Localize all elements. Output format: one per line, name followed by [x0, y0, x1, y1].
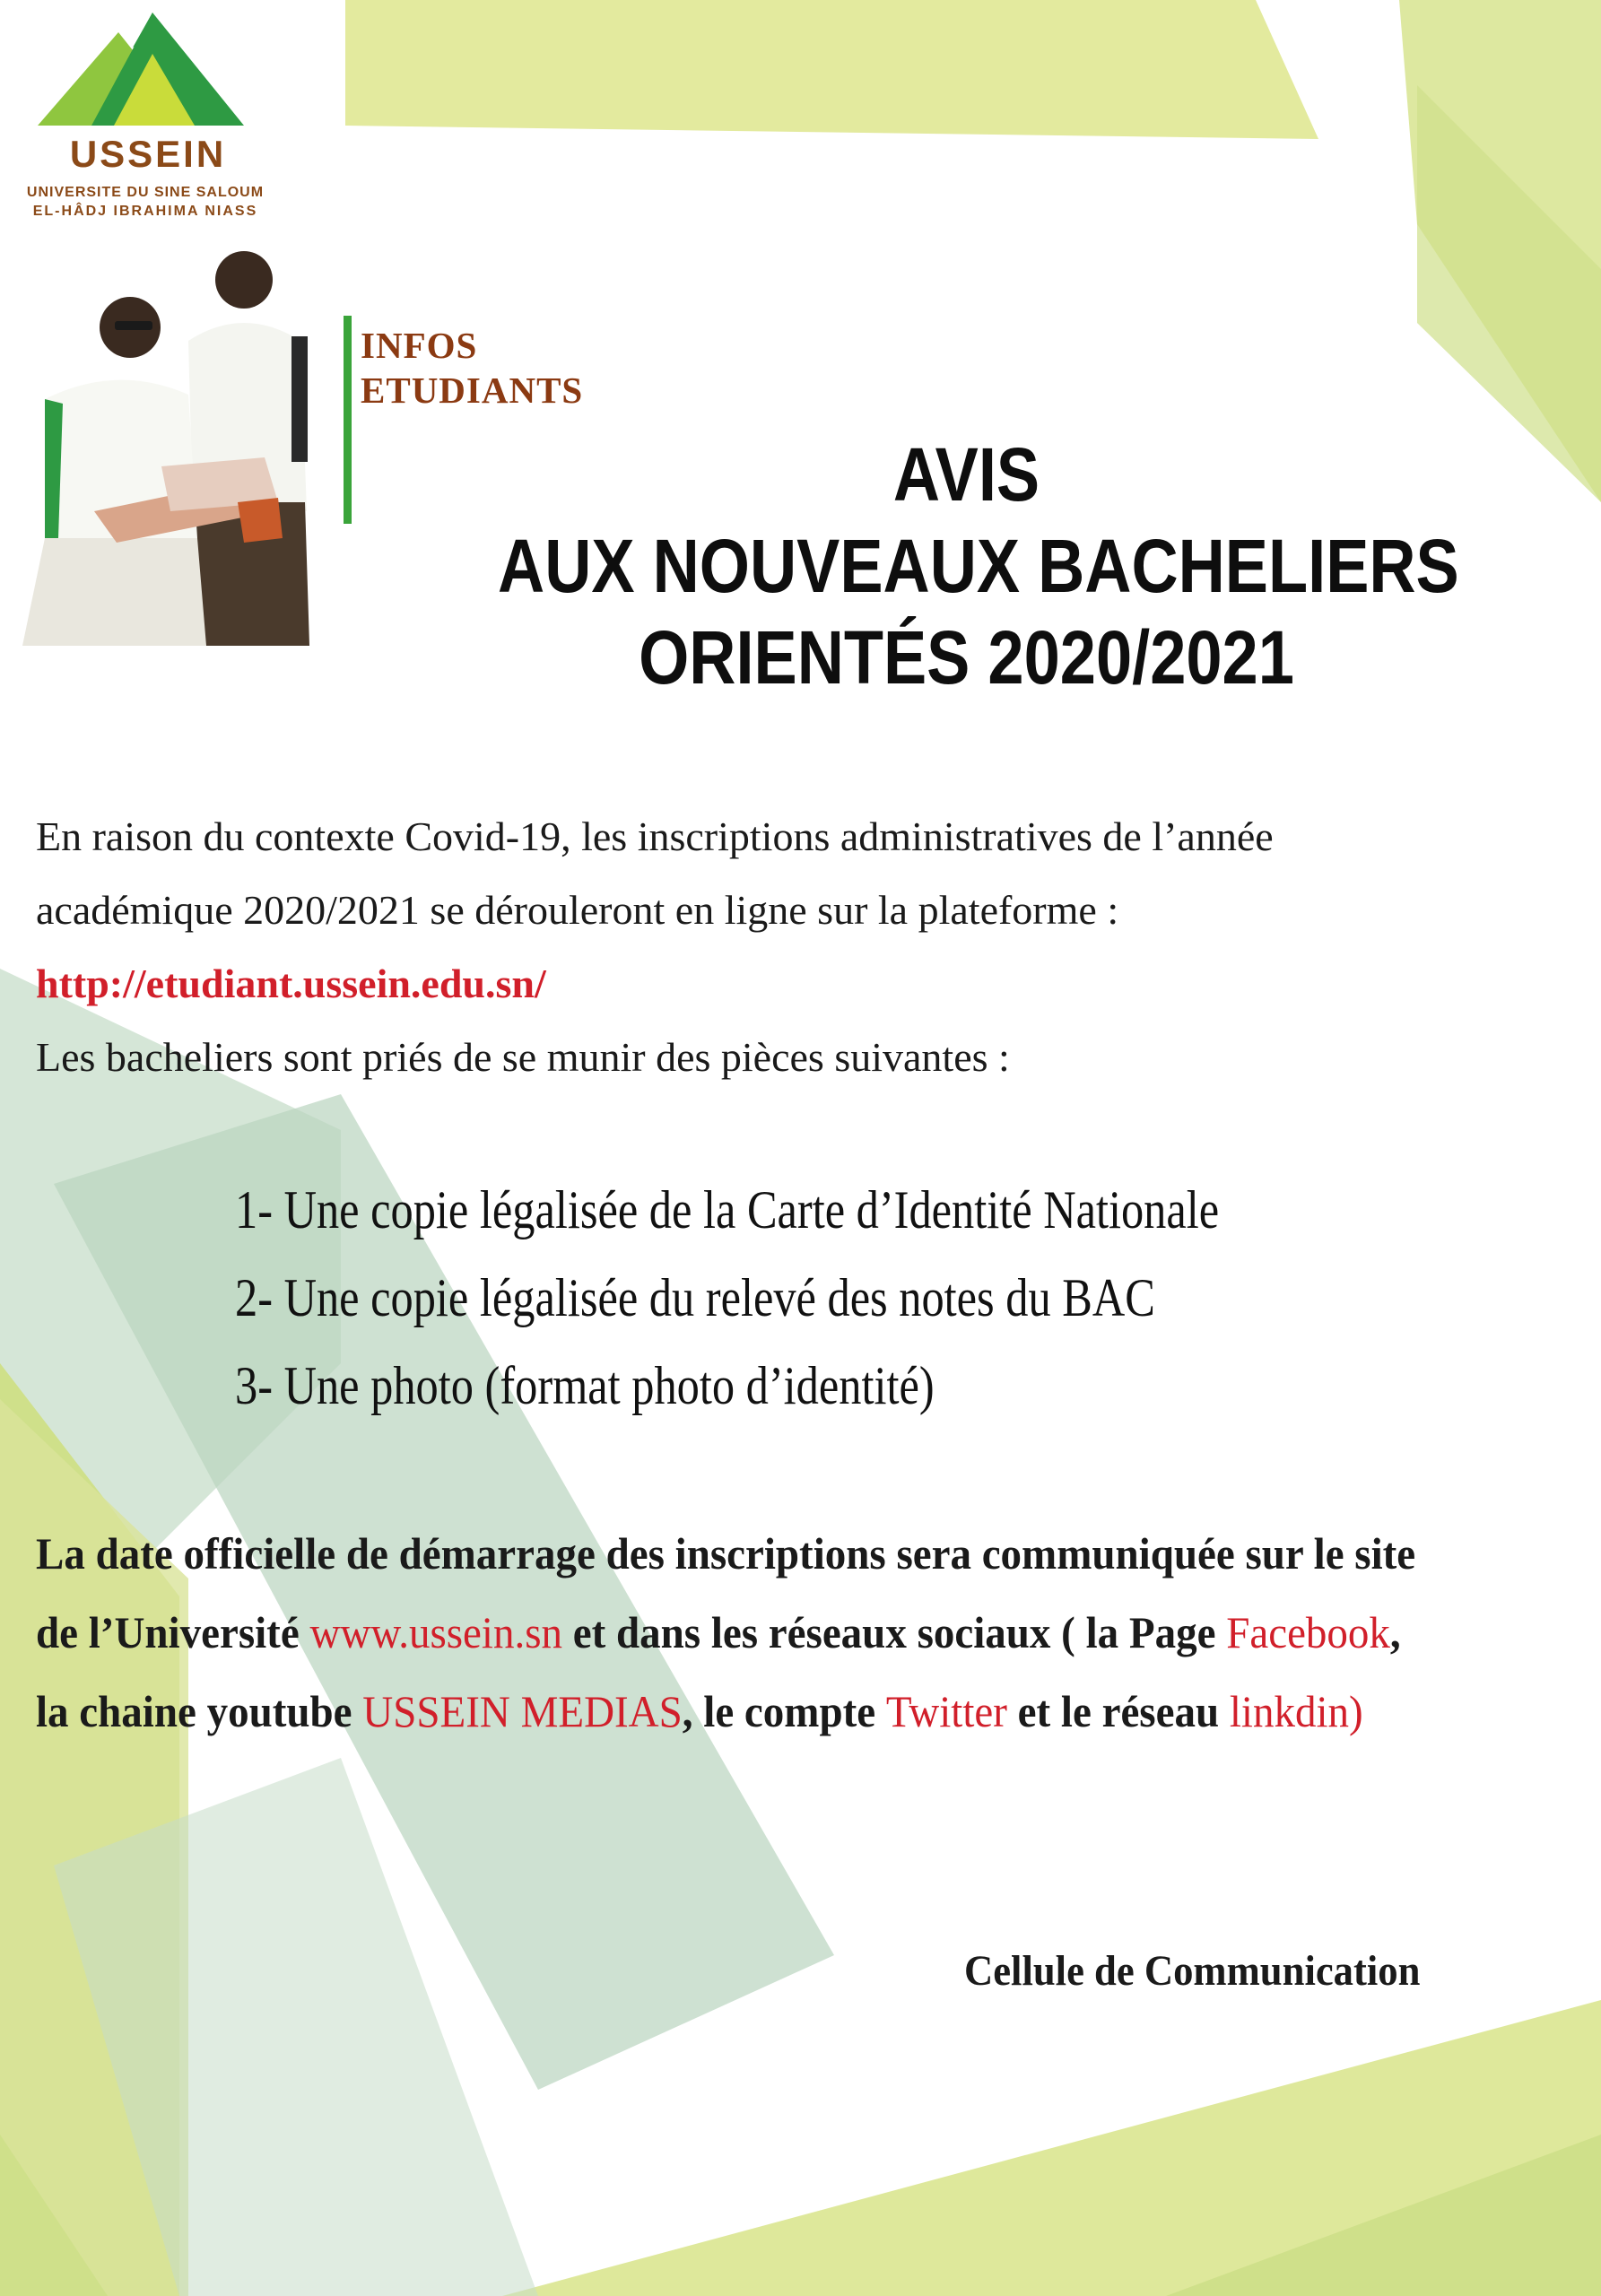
logo-subtitle-2: EL-HÂDJ IBRAHIMA NIASS [32, 204, 258, 219]
closing-line3 [36, 1672, 1503, 1751]
university-logo [11, 7, 280, 218]
list-item: 3- Une photo (format photo d’identité) [235, 1356, 935, 1415]
requirements-list [235, 1166, 1290, 1430]
closing-text: et dans les réseaux sociaux ( la Page [562, 1607, 1227, 1657]
youtube-link[interactable]: USSEIN MEDIAS [362, 1686, 683, 1736]
section-label-line1: INFOS [361, 325, 478, 366]
closing-paragraph [36, 1514, 1503, 1751]
closing-text: de l’Université [36, 1607, 310, 1657]
intro-line4: Les bacheliers sont priés de se munir des pièces suivantes : [36, 1034, 1010, 1080]
closing-text: , [1389, 1607, 1401, 1657]
bg-lime-top-band [345, 0, 1318, 139]
title-line3: ORIENTÉS 2020/2021 [639, 615, 1294, 700]
students-photo [9, 242, 314, 646]
platform-link[interactable]: http://etudiant.ussein.edu.sn/ [36, 961, 546, 1006]
closing-text: la chaine youtube [36, 1686, 363, 1736]
logo-name: USSEIN [69, 133, 227, 175]
list-item: 2- Une copie légalisée du relevé des notes du BAC [235, 1268, 1155, 1327]
logo-subtitle-1: UNIVERSITE DU SINE SALOUM [26, 185, 265, 200]
website-link[interactable]: www.ussein.sn [309, 1607, 563, 1657]
facebook-link[interactable]: Facebook [1226, 1607, 1390, 1657]
intro-line2: académique 2020/2021 se dérouleront en ligne sur la plateforme : [36, 887, 1119, 933]
closing-line2 [36, 1593, 1503, 1672]
mountain-logo-icon [38, 7, 253, 133]
page-title [498, 429, 1459, 703]
closing-line1: La date officielle de démarrage des inscriptions sera communiquée sur le site [36, 1528, 1416, 1578]
section-label [361, 323, 583, 413]
title-line2: AUX NOUVEAUX BACHELIERS [498, 524, 1459, 608]
intro-paragraph [36, 800, 1579, 1094]
title-line1: AVIS [892, 432, 1040, 517]
signature: Cellule de Communication [964, 1947, 1421, 1995]
section-label-line2: ETUDIANTS [361, 370, 584, 411]
twitter-link[interactable]: Twitter [885, 1686, 1007, 1736]
intro-line1: En raison du contexte Covid-19, les inscriptions administratives de l’année [36, 813, 1274, 859]
closing-text: , le compte [682, 1686, 886, 1736]
closing-text: et le réseau [1006, 1686, 1230, 1736]
linkedin-link[interactable]: linkdin) [1229, 1686, 1363, 1736]
section-accent-bar [344, 316, 352, 524]
list-item: 1- Une copie légalisée de la Carte d’Identité Nationale [235, 1180, 1220, 1239]
